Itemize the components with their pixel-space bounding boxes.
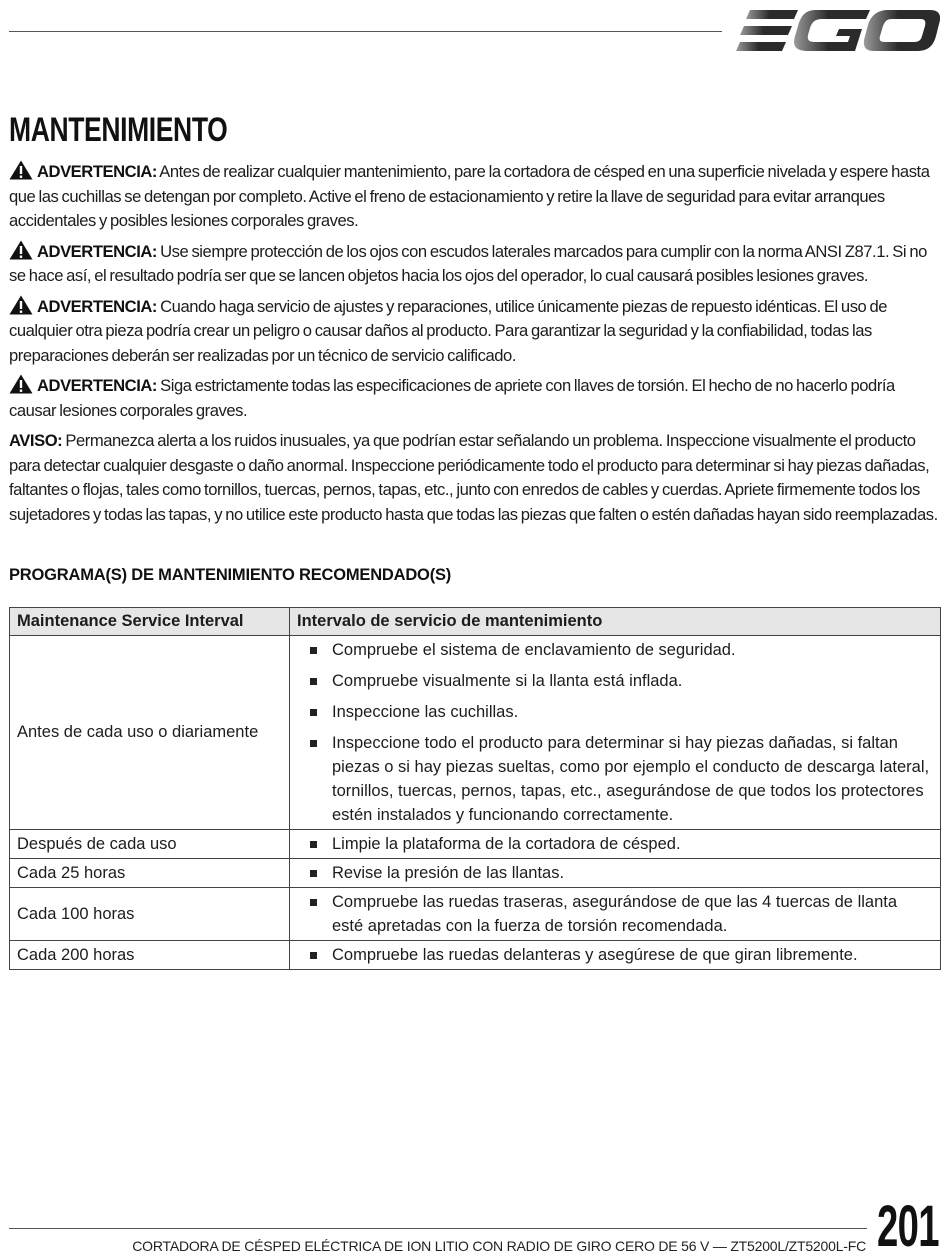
table-row <box>10 830 941 859</box>
task-text: Compruebe visualmente si la llanta está inflada. <box>332 672 683 690</box>
table-row <box>10 859 941 888</box>
task-list <box>308 861 930 885</box>
warning-label: ADVERTENCIA: <box>37 241 157 261</box>
warning-paragraph <box>9 160 939 234</box>
interval-cell: Cada 25 horas <box>10 859 290 888</box>
task-item <box>308 890 930 938</box>
square-bullet-icon <box>310 841 317 848</box>
tasks-cell <box>290 941 941 970</box>
interval-cell: Cada 200 horas <box>10 941 290 970</box>
task-item <box>308 861 930 885</box>
safety-notices <box>9 160 939 533</box>
task-list <box>308 943 930 967</box>
table-row <box>10 636 941 830</box>
tasks-cell <box>290 830 941 859</box>
task-list <box>308 638 930 827</box>
schedule-heading: PROGRAMA(S) DE MANTENIMIENTO RECOMENDADO(S) <box>9 566 452 584</box>
task-item <box>308 731 930 827</box>
maintenance-schedule-table <box>9 607 941 970</box>
tasks-cell <box>290 888 941 941</box>
task-text: Inspeccione las cuchillas. <box>332 703 519 721</box>
task-text: Compruebe las ruedas traseras, asegurándose de que las 4 tuercas de llanta esté apretadas con la fuerza de torsión recomendada. <box>332 893 898 935</box>
task-list <box>308 832 930 856</box>
square-bullet-icon <box>310 952 317 959</box>
header-rule <box>9 31 722 32</box>
task-text: Inspeccione todo el producto para determinar si hay piezas dañadas, si faltan piezas o si hay piezas sueltas, como por ejemplo el conducto de descarga lateral, tornillos, tuercas, pernos, tapas, etc., asegurándose de que todos los protectores estén instalados y funcionando correctamente. <box>332 734 930 824</box>
square-bullet-icon <box>310 647 317 654</box>
notice-paragraph <box>9 429 939 527</box>
square-bullet-icon <box>310 709 317 716</box>
tasks-cell <box>290 859 941 888</box>
square-bullet-icon <box>310 870 317 877</box>
task-text: Revise la presión de las llantas. <box>332 864 565 882</box>
warning-text: Siga estrictamente todas las especificaciones de apriete con llaves de torsión. El hecho de no hacerlo podría causar lesiones corporales graves. <box>9 376 895 420</box>
warning-triangle-icon <box>9 374 33 394</box>
notice-label: AVISO: <box>9 431 63 450</box>
warning-text: Use siempre protección de los ojos con escudos laterales marcados para cumplir con la norma ANSI Z87.1. Si no se hace así, el resultado podría ser que se lancen objetos hacia los ojos del operador, lo cual causará posibles lesiones graves. <box>9 241 927 285</box>
task-list <box>308 890 930 938</box>
warning-label: ADVERTENCIA: <box>37 296 157 316</box>
task-item <box>308 669 930 693</box>
warning-paragraph <box>9 295 939 369</box>
interval-cell: Después de cada uso <box>10 830 290 859</box>
warning-triangle-icon <box>9 160 33 180</box>
column-header-interval: Maintenance Service Interval <box>10 608 290 636</box>
column-header-tasks: Intervalo de servicio de mantenimiento <box>290 608 941 636</box>
task-item <box>308 832 930 856</box>
section-title: MANTENIMIENTO <box>9 111 228 149</box>
square-bullet-icon <box>310 740 317 747</box>
warning-label: ADVERTENCIA: <box>37 162 157 181</box>
table-header-row <box>10 608 941 636</box>
table-row <box>10 941 941 970</box>
footer-product-title: CORTADORA DE CÉSPED ELÉCTRICA DE ION LITIO CON RADIO DE GIRO CERO DE 56 V — ZT5200L/ZT5200L-FC <box>132 1238 866 1254</box>
notice-text: Permanezca alerta a los ruidos inusuales, ya que podrían estar señalando un problema. Inspeccione visualmente el producto para detectar cualquier desgaste o daño anormal. Inspeccione periódicamente todo el producto para determinar si hay piezas dañadas, faltantes o flojas, tales como tornillos, tuercas, pernos, tapas, etc., junto con enredos de cables y cuerdas. Apriete firmemente todos los sujetadores y todas las tapas, y no utilice este producto hasta que todas las piezas que falten o estén dañadas hayan sido reemplazadas. <box>9 431 938 524</box>
interval-cell: Cada 100 horas <box>10 888 290 941</box>
task-item <box>308 638 930 662</box>
warning-paragraph <box>9 374 939 423</box>
task-text: Compruebe el sistema de enclavamiento de seguridad. <box>332 641 736 659</box>
task-item <box>308 700 930 724</box>
warning-paragraph <box>9 240 939 289</box>
warning-text: Antes de realizar cualquier mantenimiento, pare la cortadora de césped en una superficie nivelada y espere hasta que las cuchillas se detengan por completo. Active el freno de estacionamiento y retire la llave de seguridad para evitar arranques accidentales y posibles lesiones corporales graves. <box>9 162 930 230</box>
tasks-cell <box>290 636 941 830</box>
interval-cell: Antes de cada uso o diariamente <box>10 636 290 830</box>
table-row <box>10 888 941 941</box>
footer-rule <box>9 1228 867 1229</box>
square-bullet-icon <box>310 678 317 685</box>
warning-triangle-icon <box>9 295 33 315</box>
task-text: Limpie la plataforma de la cortadora de césped. <box>332 835 681 853</box>
ego-logo <box>736 8 940 54</box>
warning-text: Cuando haga servicio de ajustes y reparaciones, utilice únicamente piezas de repuesto idénticas. El uso de cualquier otra pieza podría crear un peligro o causar daños al producto. Para garantizar la seguridad y la confiabilidad, todas las preparaciones deberán ser realizadas por un técnico de servicio calificado. <box>9 296 888 365</box>
warning-label: ADVERTENCIA: <box>37 376 157 395</box>
task-text: Compruebe las ruedas delanteras y asegúrese de que giran libremente. <box>332 946 858 964</box>
page-number: 201 <box>877 1194 939 1259</box>
warning-triangle-icon <box>9 240 33 260</box>
task-item <box>308 943 930 967</box>
square-bullet-icon <box>310 899 317 906</box>
